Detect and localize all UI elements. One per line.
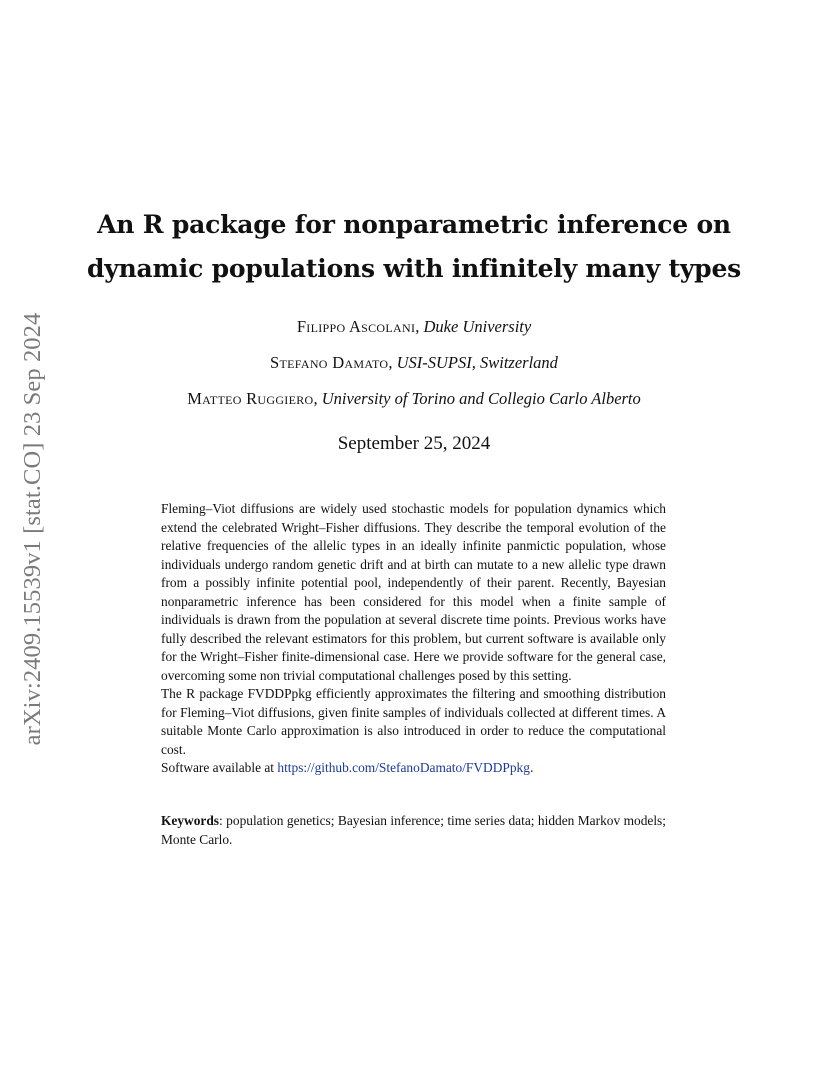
- keywords-label: Keywords: [161, 813, 220, 828]
- arxiv-side-identifier: [15, 286, 51, 772]
- abstract-paragraph-2: The R package FVDDPpkg efficiently approximates the filtering and smoothing distribution for Fleming–Viot diffusions, given finite samples of individuals collected at different times. A suitable Monte Carlo approximation is also introduced in order to reduce the computational cost.: [161, 686, 666, 757]
- author-2: [60, 353, 768, 373]
- publication-date: September 25, 2024: [337, 433, 491, 454]
- abstract: [161, 500, 666, 778]
- author-name: Matteo Ruggiero: [187, 389, 314, 408]
- software-suffix: .: [529, 760, 534, 775]
- author-1: [60, 317, 768, 337]
- author-name: Stefano Damato: [270, 353, 389, 372]
- author-name: Filippo Ascolani: [296, 317, 416, 336]
- author-separator: ,: [415, 317, 420, 336]
- author-3: [60, 389, 768, 409]
- author-affiliation: USI-SUPSI, Switzerland: [396, 353, 558, 372]
- author-affiliation: Duke University: [423, 317, 532, 336]
- author-affiliation: University of Torino and Collegio Carlo Alberto: [321, 389, 641, 408]
- software-availability: [161, 759, 666, 778]
- software-link[interactable]: https://github.com/StefanoDamato/FVDDPpkg: [277, 760, 530, 775]
- title-line-2: dynamic populations with infinitely many types: [86, 254, 742, 283]
- keywords-text: : population genetics; Bayesian inference; time series data; hidden Markov models; Monte Carlo.: [161, 813, 666, 847]
- arxiv-identifier-text: arXiv:2409.15539v1 [stat.CO] 23 Sep 2024: [19, 312, 46, 746]
- title-line-1: An R package for nonparametric inference on: [97, 210, 731, 239]
- abstract-paragraph-1: Fleming–Viot diffusions are widely used stochastic models for population dynamics which extend the celebrated Wright–Fisher diffusions. They describe the temporal evolution of the relative frequencies of the allelic types in an ideally infinite panmictic population, whose individuals undergo random genetic drift and at birth can mutate to a new allelic type drawn from a possibly infinite potential pool, independently of their parent. Recently, Bayesian nonparametric inference has been considered for this model when a finite sample of individuals is drawn from the population at several discrete time points. Previous works have fully described the relevant estimators for this problem, but current software is available only for the Wright–Fisher finite-dimensional case. Here we provide software for the general case, overcoming some non trivial computational challenges posed by this setting.: [161, 501, 666, 683]
- software-prefix: Software available at: [161, 760, 278, 775]
- author-separator: ,: [388, 353, 393, 372]
- author-separator: ,: [313, 389, 318, 408]
- keywords: [161, 812, 666, 849]
- paper-title: [60, 203, 768, 291]
